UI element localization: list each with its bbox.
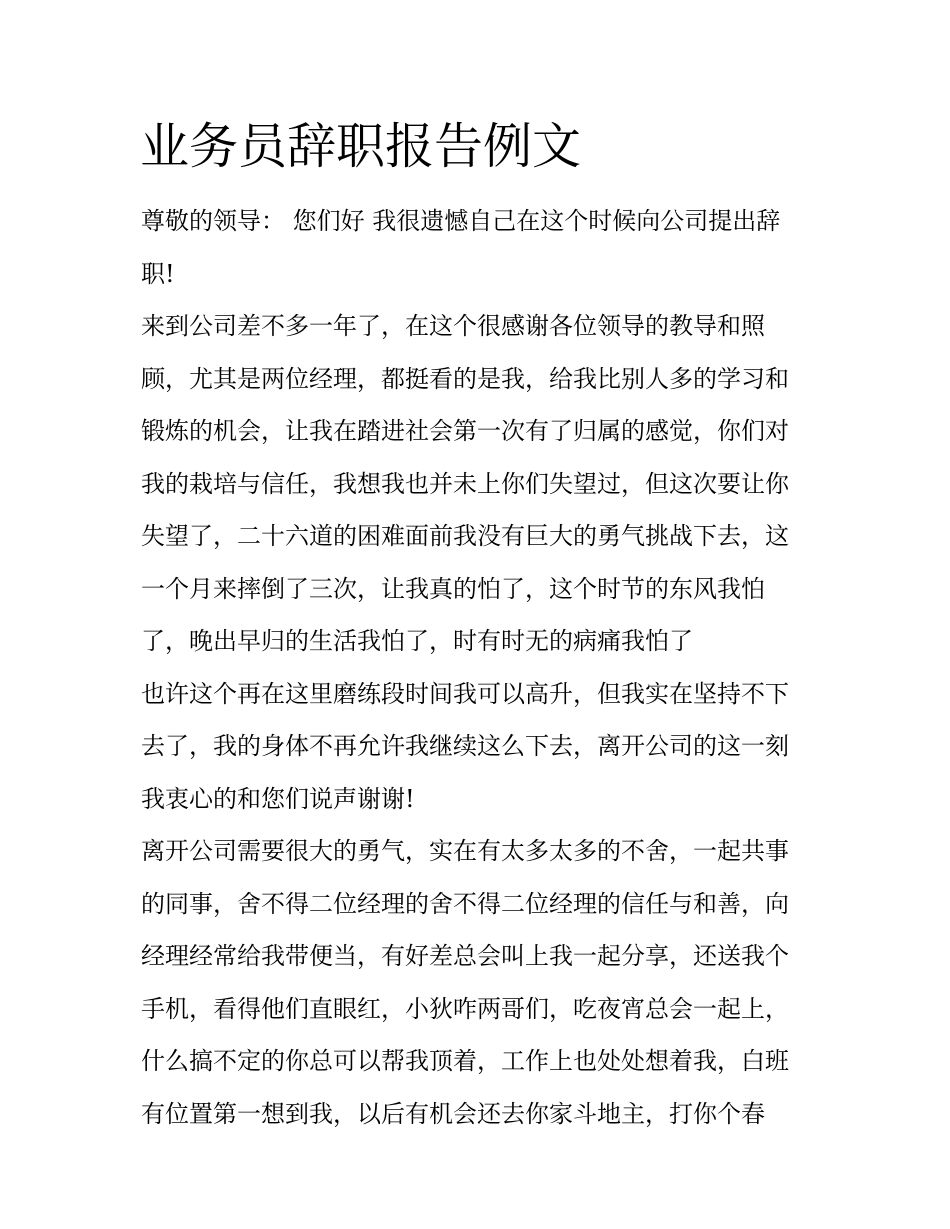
- body-line: 去了，我的身体不再允许我继续这么下去，离开公司的这一刻: [141, 732, 789, 760]
- body-line: 了，晚出早归的生活我怕了，时有时无的病痛我怕了: [141, 627, 693, 655]
- body-line: 我的栽培与信任，我想我也并未上你们失望过，但这次要让你: [141, 469, 789, 498]
- body-line: 也许这个再在这里磨练段时间我可以高升，但我实在坚持不下: [141, 679, 789, 708]
- body-line: 我衷心的和您们说声谢谢!: [141, 784, 415, 813]
- body-line: 手机，看得他们直眼红，小狄咋两哥们，吃夜宵总会一起上，: [141, 994, 789, 1023]
- body-line: 职!: [141, 259, 175, 288]
- body-line: 有位置第一想到我，以后有机会还去你家斗地主，打你个春: [141, 1099, 765, 1128]
- body-line: 的同事，舍不得二位经理的舍不得二位经理的信任与和善，向: [141, 889, 789, 918]
- body-line: 经理经常给我带便当，有好差总会叫上我一起分享，还送我个: [141, 942, 789, 970]
- body-line: 锻炼的机会，让我在踏进社会第一次有了归属的感觉，你们对: [141, 417, 789, 445]
- body-line: 什么搞不定的你总可以帮我顶着，工作上也处处想着我，白班: [141, 1047, 789, 1075]
- body-line: 尊敬的领导： 您们好 我很遗憾自己在这个时候向公司提出辞: [141, 207, 781, 235]
- document-title: 业务员辞职报告例文: [140, 118, 582, 175]
- body-line: 离开公司需要很大的勇气，实在有太多太多的不舍，一起共事: [141, 837, 789, 865]
- body-line: 顾，尤其是两位经理，都挺看的是我，给我比别人多的学习和: [141, 364, 789, 393]
- document-body: [141, 195, 821, 1140]
- body-line: 一个月来摔倒了三次，让我真的怕了，这个时节的东风我怕: [141, 574, 765, 603]
- body-line: 来到公司差不多一年了，在这个很感谢各位领导的教导和照: [141, 312, 765, 340]
- body-line: 失望了，二十六道的困难面前我没有巨大的勇气挑战下去，这: [141, 522, 789, 550]
